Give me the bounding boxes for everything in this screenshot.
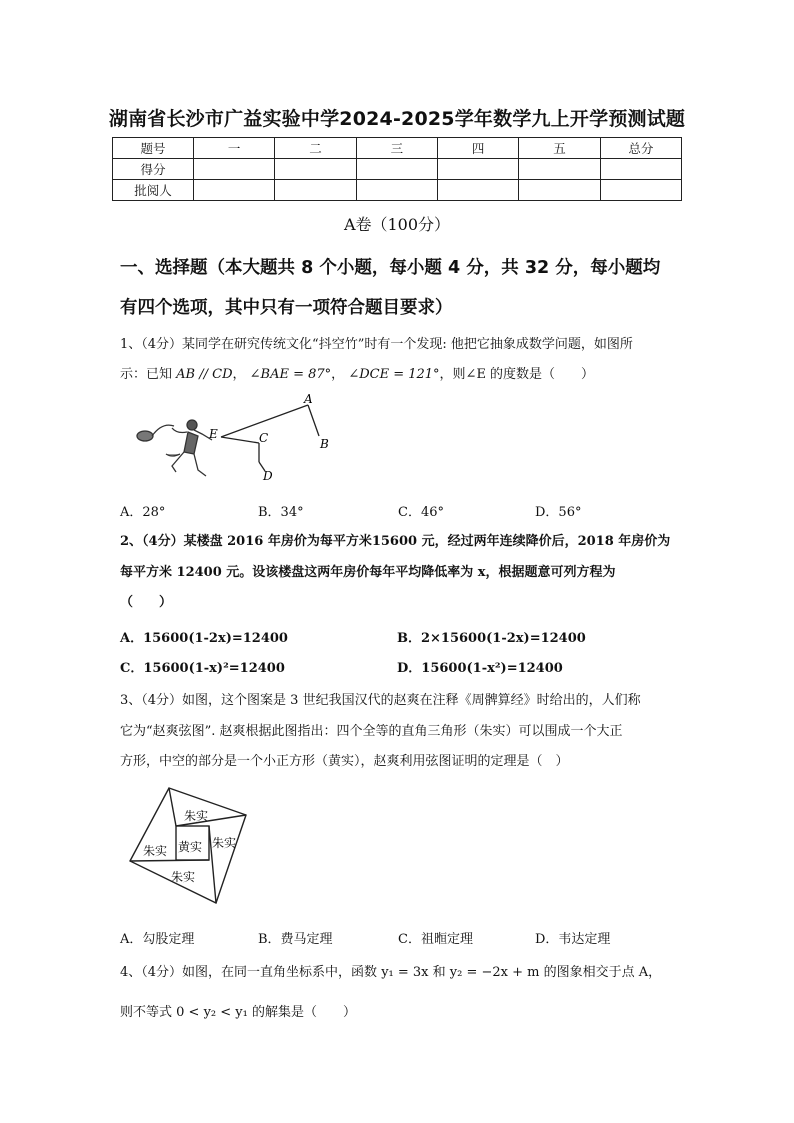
q3-option-c[interactable]: C．祖暅定理 [398, 932, 473, 947]
table-cell: 三 [356, 138, 437, 159]
table-cell[interactable] [519, 180, 600, 201]
q2-line3: （ ） [120, 595, 173, 610]
table-cell[interactable] [437, 159, 518, 180]
q3-option-a[interactable]: A．勾股定理 [120, 932, 195, 947]
table-cell: 得分 [113, 159, 194, 180]
table-cell[interactable] [194, 180, 275, 201]
page-title: 湖南省长沙市广益实验中学2024-2025学年数学九上开学预测试题 [108, 108, 686, 130]
table-cell[interactable] [356, 180, 437, 201]
table-cell[interactable] [194, 159, 275, 180]
q4-func2: y₂ = −2x + m [449, 965, 540, 980]
q4-line1-prefix: 4、（4分）如图，在同一直角坐标系中，函数 [120, 965, 382, 980]
q1-line2-suffix: ，则∠E 的度数是（ ） [439, 367, 595, 382]
q2-line1: 2、（4分）某楼盘 2016 年房价为每平方米15600 元，经过两年连续降价后，2018 年房价为 [120, 534, 671, 549]
table-cell[interactable] [600, 159, 681, 180]
table-cell: 题号 [113, 138, 194, 159]
q3-option-d[interactable]: D．韦达定理 [535, 932, 611, 947]
q1-label-a: A [304, 392, 313, 406]
q4-inequality: 0 < y₂ < y₁ [176, 1005, 248, 1020]
q2-option-a[interactable]: A．15600(1-2x)=12400 [120, 631, 288, 646]
q2-line2: 每平方米 12400 元。设该楼盘这两年房价每年平均降低率为 x，根据题意可列方程为 [120, 565, 616, 580]
q1-figure [132, 392, 352, 488]
q3-label-huang: 黄实 [178, 840, 203, 854]
q1-cond1: AB // CD [176, 367, 233, 382]
q4-line2 [120, 1000, 680, 1025]
q1-option-b[interactable]: B．34° [258, 505, 304, 520]
q3-option-b[interactable]: B．费马定理 [258, 932, 333, 947]
table-cell[interactable] [519, 159, 600, 180]
q1-label-e: E [209, 427, 218, 441]
q2-option-b[interactable]: B．2×15600(1-2x)=12400 [397, 631, 586, 646]
table-cell[interactable] [437, 180, 518, 201]
q2-option-c[interactable]: C．15600(1-x)²=12400 [120, 661, 285, 676]
q1-line1: 1、（4分）某同学在研究传统文化“抖空竹”时有一个发现: 他把它抽象成数学问题，如图所 [120, 337, 633, 352]
q1-option-c[interactable]: C．46° [398, 505, 444, 520]
q3-label-zhu-bottom: 朱实 [171, 870, 196, 884]
q4-and: 和 [428, 965, 450, 980]
score-table [112, 137, 682, 201]
q4-line2-suffix: 的解集是（ ） [247, 1005, 356, 1020]
table-cell: 一 [194, 138, 275, 159]
table-cell: 二 [275, 138, 356, 159]
q4-line1 [120, 960, 680, 985]
part1-heading-line1: 一、选择题（本大题共 8 个小题，每小题 4 分，共 32 分，每小题均 [120, 258, 661, 278]
table-row [113, 159, 682, 180]
q3-line3: 方形，中空的部分是一个小正方形（黄实），赵爽利用弦图证明的定理是（ ） [120, 754, 569, 769]
q3-line2: 它为“赵爽弦图”. 赵爽根据此图指出：四个全等的直角三角形（朱实）可以围成一个大正 [120, 724, 623, 739]
part1-heading-line2: 有四个选项，其中只有一项符合题目要求） [120, 298, 453, 318]
table-row [113, 138, 682, 159]
table-cell: 四 [437, 138, 518, 159]
q4-line2-prefix: 则不等式 [120, 1005, 177, 1020]
q1-label-c: C [259, 431, 269, 445]
table-row [113, 180, 682, 201]
table-cell: 总分 [600, 138, 681, 159]
q1-cond2: ∠BAE = 87° [249, 367, 332, 382]
q3-zhao-shuang-figure [128, 785, 248, 907]
q1-line2-prefix: 示：已知 [120, 367, 173, 382]
q3-label-zhu-top: 朱实 [184, 809, 209, 823]
table-cell: 五 [519, 138, 600, 159]
q1-label-d: D [263, 469, 273, 483]
q1-cond3: ∠DCE = 121° [348, 367, 440, 382]
q1-option-a[interactable]: A．28° [120, 505, 166, 520]
table-cell: 批阅人 [113, 180, 194, 201]
q4-line1-suffix: 的图象相交于点 A， [539, 965, 662, 980]
q1-label-b: B [320, 437, 329, 451]
q1-option-d[interactable]: D．56° [535, 505, 582, 520]
q3-label-zhu-left: 朱实 [143, 844, 168, 858]
q4-func1: y₁ = 3x [381, 965, 429, 980]
person-icon [137, 420, 212, 476]
table-cell[interactable] [356, 159, 437, 180]
table-cell[interactable] [600, 180, 681, 201]
q2-option-d[interactable]: D．15600(1-x²)=12400 [397, 661, 563, 676]
section-a-heading: A卷（100分） [343, 215, 451, 234]
q3-line1: 3、（4分）如图，这个图案是 3 世纪我国汉代的赵爽在注释《周髀算经》时给出的，人们称 [120, 693, 641, 708]
q3-label-zhu-right: 朱实 [212, 836, 237, 850]
table-cell[interactable] [275, 180, 356, 201]
table-cell[interactable] [275, 159, 356, 180]
q1-line2: 示：已知 AB // CD， ∠BAE = 87°， ∠DCE = 121°，则∠E 的度数是（ ） [120, 367, 595, 382]
